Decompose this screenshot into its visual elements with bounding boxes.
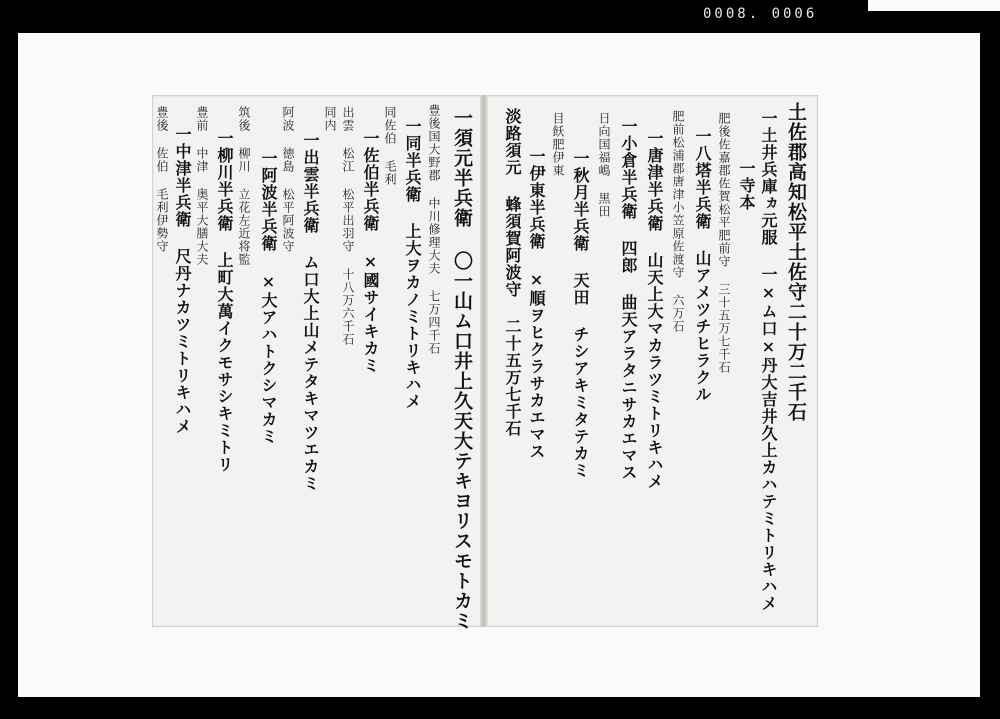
manuscript-column: 出雲 松江 松平出羽守 十八万六千石 bbox=[341, 106, 355, 346]
manuscript-column: 豊前 中津 奥平大膳大夫 bbox=[195, 106, 209, 266]
manuscript-column: 日向国福嶋 黒田 bbox=[597, 112, 611, 218]
manuscript-column: 同内 bbox=[323, 106, 337, 132]
manuscript-column: 一土井兵庫ヵ元服 一×ム口×丹大吉井久上カハテミトリキハメ bbox=[759, 110, 778, 612]
manuscript-column: 一柳川半兵衛 上町大萬イクモサシキミトリ bbox=[215, 130, 234, 473]
manuscript-column: 一小倉半兵衛 四郎 曲天アラタニサカエマス bbox=[619, 118, 638, 481]
manuscript-column: 一八塔半兵衛 山アメツチヒラクル bbox=[693, 128, 712, 403]
manuscript-column: 一唐津半兵衛 山天上大マカラツミトリキハメ bbox=[645, 130, 664, 490]
corner-label bbox=[868, 0, 1000, 11]
manuscript-column: 豊後国大野郡 中川修理大夫 七万四千石 bbox=[427, 104, 441, 355]
manuscript-column: 一中津半兵衛 尺丹ナカツミトリキハメ bbox=[173, 126, 192, 435]
manuscript-column: 一同半兵衛 上大ヲカノミトリキハメ bbox=[403, 118, 422, 410]
manuscript-column: 豊後 佐伯 毛利伊勢守 bbox=[155, 106, 169, 253]
manuscript-column: 一秋月半兵衛 天田 チシアキミタテカミ bbox=[571, 150, 590, 479]
manuscript-column: 筑後 柳川 立花左近将監 bbox=[237, 106, 251, 266]
manuscript-column: 土佐郡高知松平土佐守二十万二千石 bbox=[785, 102, 807, 422]
manuscript-column: 一須元半兵衛 〇一山ム口井上久天大テキヨリスモトカミ bbox=[451, 108, 473, 631]
manuscript-column: 肥後佐嘉郡佐賀松平肥前守 三十五万七千石 bbox=[717, 112, 731, 374]
manuscript-column: 同佐伯 毛利 bbox=[383, 106, 397, 186]
manuscript-column: 一佐伯半兵衛 ×國サイキカミ bbox=[361, 130, 380, 374]
manuscript-column: 一出雲半兵衛 ム口大上山メテタキマツエカミ bbox=[301, 132, 320, 492]
manuscript-column: 阿波 徳島 松平阿波守 bbox=[281, 106, 295, 253]
manuscript-column: 一阿波半兵衛 ×大アハトクシマカミ bbox=[259, 150, 278, 445]
frame-number: 0008. 0006 bbox=[703, 6, 818, 22]
book-gutter bbox=[480, 95, 488, 627]
manuscript-column: 肥前松浦郡唐津小笠原佐渡守 六万石 bbox=[671, 110, 685, 333]
manuscript-column: 一寺本 bbox=[737, 160, 756, 211]
manuscript-column: 一伊東半兵衛 ×順ヲヒクラサカエマス bbox=[527, 148, 546, 460]
manuscript-column: 淡路須元 蜂須賀阿波守 二十五万七千石 bbox=[503, 108, 522, 437]
manuscript-column: 目飫肥伊東 bbox=[551, 112, 565, 177]
